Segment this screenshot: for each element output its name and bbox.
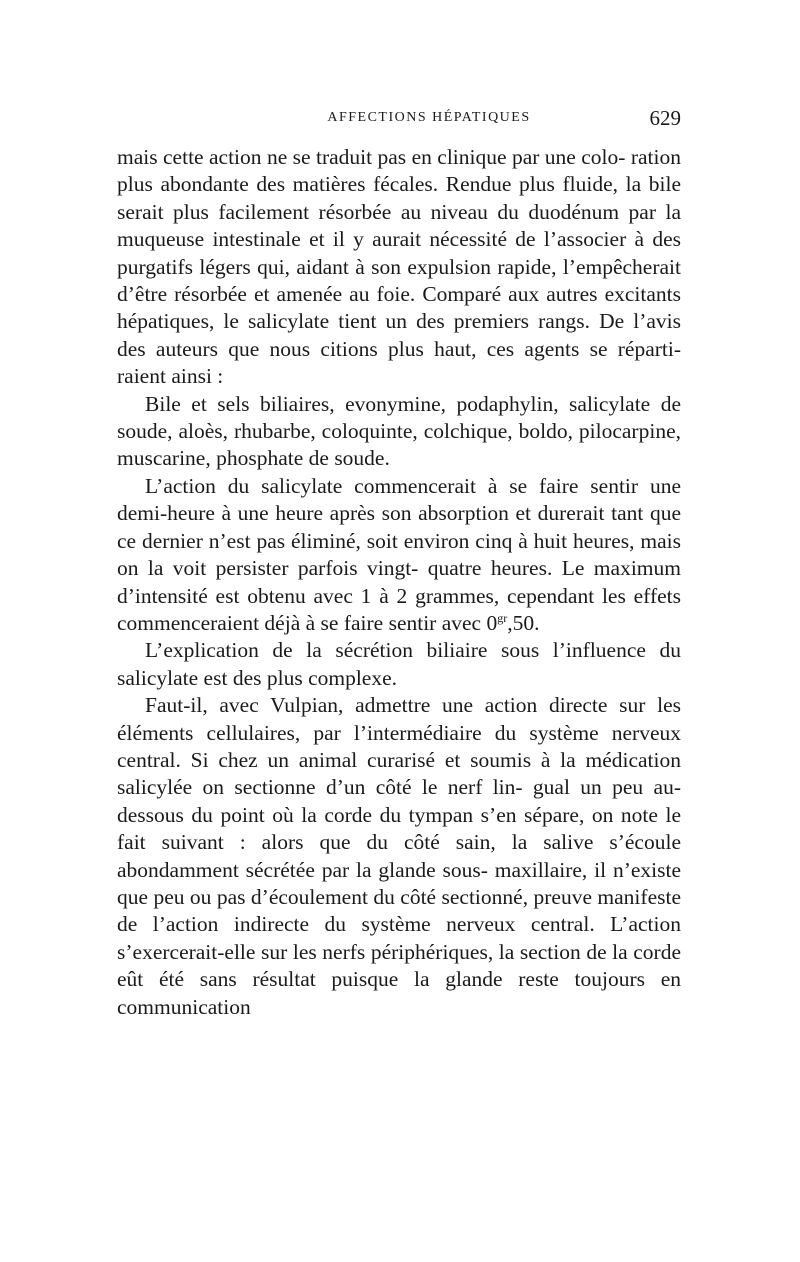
page-number: 629 [649,106,681,130]
paragraph-explanation: L’explication de la sécrétion biliaire sous l’influence du salicylate est des plus complexe. [117,638,681,690]
paragraph-vulpian: Faut-il, avec Vulpian, admettre une action directe sur les éléments cellulaires, par l’intermédiaire du système nerveux central. Si chez un animal curarisé et soumis à la médication salicylée on sectionne d’un côté le nerf lin- gual un peu au-dessous du point où la corde du tympan s’en sépare, on note le fait suivant : alors que du côté sain, la salive s’écoule abondamment sécrétée par la glande sous- maxillaire, il n’existe que peu ou pas d’écoulement du côté sectionné, preuve manifeste de l’action indirecte du système nerveux central. L’action s’exercerait-elle sur les nerfs périphériques, la section de la corde eût été sans résultat puisque la glande reste toujours en communication [117,693,681,1019]
paragraph-action-duration [117,473,681,637]
unit-superscript: gr [497,610,508,625]
running-title: AFFECTIONS HÉPATIQUES [327,110,531,125]
body-text [117,144,681,1021]
paragraph-text: L’action du salicylate commencerait à se faire sentir une demi-heure à une heure après son absorption et durerait tant que ce dernier n’est pas éliminé, soit environ cinq à huit heures, mais on la voit persister parfois vingt- quatre heures. Le maximum d’intensité est obtenu avec 1 à 2 grammes, cependant les effets commenceraient déjà à se faire sentir avec 0 [117,473,681,635]
paragraph-agents-list: Bile et sels biliaires, evonymine, podaphylin, salicylate de soude, aloès, rhubarbe, coloquinte, colchique, boldo, pilocarpine, muscarine, phosphate de soude. [117,391,681,471]
running-head [117,106,681,144]
book-page [117,106,681,1021]
paragraph-text-end: ,50. [507,610,540,635]
paragraph-continuation: mais cette action ne se traduit pas en clinique par une colo- ration plus abondante des matières fécales. Rendue plus fluide, la bile serait plus facilement résorbée au niveau du duodénum par la muqueuse intestinale et il y aurait nécessité de l’associer à des purgatifs légers qui, aidant à son expulsion rapide, l’empêcherait d’être résorbée et amenée au foie. Comparé aux autres excitants hépatiques, le salicylate tient un des premiers rangs. De l’avis des auteurs que nous citions plus haut, ces agents se réparti- raient ainsi : [117,145,681,389]
